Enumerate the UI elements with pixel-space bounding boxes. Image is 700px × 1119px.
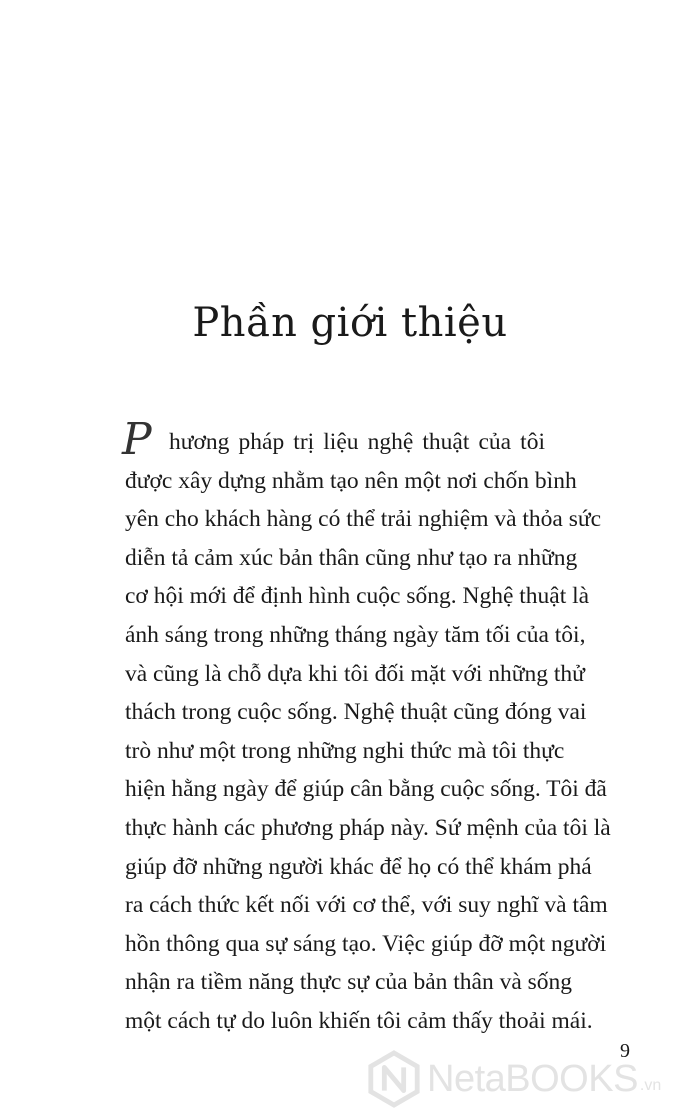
text-line: trò như một trong những nghi thức mà tôi thực	[125, 737, 565, 764]
text-line: được xây dựng nhằm tạo nên một nơi chốn bình	[125, 467, 577, 494]
watermark-brand: NetaBOOKS	[427, 1057, 638, 1100]
watermark	[365, 1048, 695, 1110]
text-line: hương pháp trị liệu nghệ thuật của tôi	[169, 429, 545, 455]
text-line: một cách tự do luôn khiến tôi cảm thấy thoải mái.	[125, 1007, 593, 1034]
text-line: nhận ra tiềm năng thực sự của bản thân và sống	[125, 969, 573, 996]
text-line: giúp đỡ những người khác để họ có thể khám phá	[125, 853, 592, 880]
text-line: hồn thông qua sự sáng tạo. Việc giúp đỡ một người	[125, 930, 607, 957]
watermark-tld: .vn	[639, 1077, 662, 1094]
text-line: diễn tả cảm xúc bản thân cũng như tạo ra những	[125, 544, 578, 571]
n-hexagon-icon	[365, 1050, 423, 1108]
text-line: hiện hằng ngày để giúp cân bằng cuộc sống. Tôi đã	[125, 776, 607, 803]
body-paragraph	[125, 423, 611, 1041]
text-line: và cũng là chỗ dựa khi tôi đối mặt với những thử	[125, 660, 585, 687]
text-line: yên cho khách hàng có thể trải nghiệm và thỏa sức	[125, 506, 602, 533]
text-line: thực hành các phương pháp này. Sứ mệnh của tôi là	[125, 814, 611, 841]
chapter-title: Phần giới thiệu	[192, 300, 508, 346]
text-line: cơ hội mới để định hình cuộc sống. Nghệ thuật là	[125, 583, 590, 610]
text-line: ra cách thức kết nối với cơ thể, với suy nghĩ và tâm	[125, 892, 608, 919]
page-number: 9	[620, 1040, 630, 1062]
text-line: thách trong cuộc sống. Nghệ thuật cũng đóng vai	[125, 699, 587, 726]
text-line: ánh sáng trong những tháng ngày tăm tối của tôi,	[125, 621, 586, 648]
drop-cap-letter: P	[122, 414, 150, 465]
